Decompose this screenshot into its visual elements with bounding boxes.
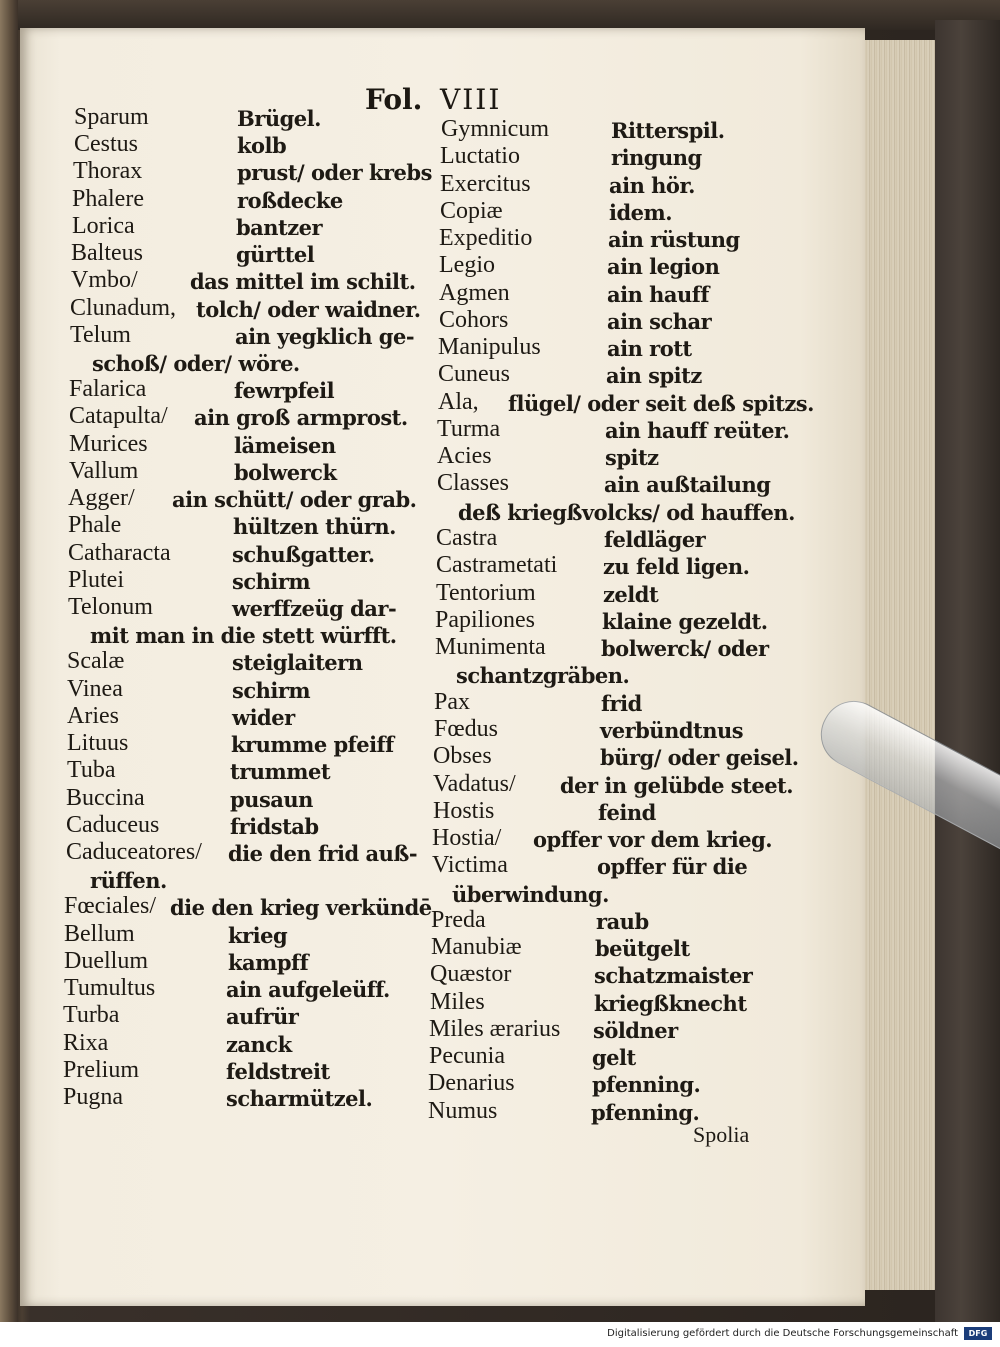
german-translation: ain hauff reüter. xyxy=(605,418,790,443)
latin-term: Scalæ xyxy=(67,648,125,674)
latin-term: Bellum xyxy=(64,921,135,947)
latin-term: Buccina xyxy=(66,785,145,811)
german-translation: ain rüstung xyxy=(608,227,740,252)
latin-term: Pecunia xyxy=(429,1043,505,1069)
latin-term: Balteus xyxy=(71,240,143,266)
german-translation: bolwerck/ oder xyxy=(601,636,769,661)
german-translation: aufrür xyxy=(226,1004,299,1029)
german-translation: ain schar xyxy=(607,309,712,334)
german-translation: deß kriegßvolcks/ od hauffen. xyxy=(458,500,795,525)
latin-term: Expeditio xyxy=(439,225,533,251)
german-translation: ain aufgeleüff. xyxy=(226,977,390,1002)
latin-term: Lorica xyxy=(72,213,135,239)
german-translation: frid xyxy=(601,691,642,716)
book-spine xyxy=(0,0,18,1322)
latin-term: Manubiæ xyxy=(431,934,522,960)
latin-term: Telum xyxy=(70,322,131,348)
german-translation: scharmützel. xyxy=(226,1086,373,1111)
german-translation: bolwerck xyxy=(234,460,337,485)
latin-term: Cuneus xyxy=(438,361,510,387)
latin-term: Pugna xyxy=(63,1084,123,1110)
latin-term: Rixa xyxy=(63,1030,109,1056)
german-translation: zeldt xyxy=(603,582,659,607)
german-translation: idem. xyxy=(609,200,673,225)
german-translation: schirm xyxy=(232,569,311,594)
latin-term: Exercitus xyxy=(440,171,531,197)
latin-term: Gymnicum xyxy=(441,116,549,142)
latin-term: Legio xyxy=(439,252,495,278)
latin-term: Telonum xyxy=(68,594,153,620)
footer-bar xyxy=(0,1322,1000,1347)
latin-term: Luctatio xyxy=(440,143,520,169)
german-translation: pfenning. xyxy=(592,1072,701,1097)
latin-term: Caduceatores/ xyxy=(66,839,202,865)
german-translation: fewrpfeil xyxy=(234,378,335,403)
german-translation: Ritterspil. xyxy=(611,118,725,143)
german-translation: Brügel. xyxy=(237,106,321,131)
german-translation: schußgatter. xyxy=(232,542,375,567)
german-translation: feind xyxy=(598,800,656,825)
latin-term: Agger/ xyxy=(68,485,135,511)
latin-term: Numus xyxy=(428,1098,498,1124)
latin-term: Catapulta/ xyxy=(69,403,168,429)
latin-term: Copiæ xyxy=(440,198,503,224)
german-translation: ain schütt/ oder grab. xyxy=(172,487,417,512)
book-cover-top xyxy=(0,0,1000,30)
latin-term: Agmen xyxy=(439,280,510,306)
latin-term: Phale xyxy=(68,512,122,538)
german-translation: raub xyxy=(596,909,649,934)
german-translation: hültzen thürn. xyxy=(233,514,396,539)
german-translation: schatzmaister xyxy=(594,963,753,988)
german-translation: schoß/ oder/ wöre. xyxy=(92,351,300,376)
german-translation: das mittel im schilt. xyxy=(190,269,416,294)
german-translation: bantzer xyxy=(236,215,323,240)
german-translation: rüffen. xyxy=(90,868,167,893)
latin-term: Castra xyxy=(436,525,498,551)
german-translation: flügel/ oder seit deß spitzs. xyxy=(508,391,814,416)
latin-term: Cohors xyxy=(439,307,509,333)
latin-term: Vallum xyxy=(69,458,139,484)
german-translation: schirm xyxy=(232,678,311,703)
german-translation: kolb xyxy=(237,133,287,158)
latin-term: Pax xyxy=(434,689,470,715)
latin-term: Clunadum, xyxy=(70,295,176,321)
german-translation: überwindung. xyxy=(452,882,609,907)
german-translation: wider xyxy=(232,705,295,730)
funding-credit: Digitalisierung gefördert durch die Deutsche Forschungsgemeinschaft xyxy=(607,1328,958,1339)
catchword: Spolia xyxy=(693,1122,750,1147)
latin-term: Tentorium xyxy=(436,580,536,606)
german-translation: die den krieg verkündē xyxy=(170,895,432,920)
latin-term: Hostia/ xyxy=(432,825,502,851)
latin-term: Tuba xyxy=(67,757,116,783)
german-translation: krieg xyxy=(228,923,288,948)
latin-term: Miles ærarius xyxy=(429,1016,561,1042)
page-stack-edge xyxy=(860,40,940,1290)
latin-term: Turma xyxy=(437,416,501,442)
german-translation: opffer vor dem krieg. xyxy=(533,827,773,852)
german-translation: ain groß armprost. xyxy=(194,405,408,430)
german-translation: werffzeüg dar- xyxy=(232,596,397,621)
german-translation: krumme pfeiff xyxy=(231,732,394,757)
folio-label: Fol. xyxy=(365,83,423,116)
latin-term: Cestus xyxy=(74,131,139,157)
german-translation: tolch/ oder waidner. xyxy=(196,297,421,322)
latin-term: Denarius xyxy=(428,1070,515,1096)
german-translation: roßdecke xyxy=(237,188,343,213)
german-translation: verbündtnus xyxy=(600,718,744,743)
latin-term: Miles xyxy=(430,989,485,1015)
latin-term: Duellum xyxy=(64,948,148,974)
latin-term: Preda xyxy=(431,907,486,933)
latin-term: Plutei xyxy=(68,567,125,593)
german-translation: zu feld ligen. xyxy=(603,554,750,579)
german-translation: feldstreit xyxy=(226,1059,330,1084)
dfg-logo: DFG xyxy=(964,1327,992,1340)
latin-term: Murices xyxy=(69,431,148,457)
german-translation: söldner xyxy=(593,1018,678,1043)
latin-term: Lituus xyxy=(67,730,129,756)
latin-term: Quæstor xyxy=(430,961,512,987)
german-translation: ain hör. xyxy=(609,173,695,198)
german-translation: pfenning. xyxy=(591,1100,700,1125)
german-translation: klaine gezeldt. xyxy=(602,609,768,634)
latin-term: Classes xyxy=(437,470,509,496)
german-translation: feldläger xyxy=(604,527,706,552)
book-cover-right xyxy=(935,20,1000,1322)
german-translation: trummet xyxy=(230,759,331,784)
german-translation: steiglaitern xyxy=(232,650,363,675)
latin-term: Falarica xyxy=(69,376,147,402)
german-translation: gelt xyxy=(592,1045,636,1070)
german-translation: mit man in die stett würfft. xyxy=(90,623,397,648)
latin-term: Vmbo/ xyxy=(71,267,138,293)
latin-term: Tumultus xyxy=(64,975,156,1001)
latin-term: Ala, xyxy=(438,389,479,415)
latin-term: Obses xyxy=(433,743,492,769)
german-translation: spitz xyxy=(605,445,659,470)
german-translation: ringung xyxy=(611,145,702,170)
latin-term: Turba xyxy=(63,1002,120,1028)
latin-term: Papiliones xyxy=(435,607,535,633)
latin-term: Fœciales/ xyxy=(64,893,156,919)
german-translation: ain spitz xyxy=(606,363,702,388)
latin-term: Prelium xyxy=(63,1057,139,1083)
german-translation: ain rott xyxy=(607,336,692,361)
german-translation: ain außtailung xyxy=(604,472,771,497)
german-translation: lämeisen xyxy=(234,433,336,458)
german-translation: der in gelübde steet. xyxy=(560,773,794,798)
latin-term: Acies xyxy=(437,443,492,469)
latin-term: Castrametati xyxy=(436,552,558,578)
german-translation: ain hauff xyxy=(607,282,709,307)
german-translation: gürttel xyxy=(236,242,315,267)
latin-term: Phalere xyxy=(72,186,144,212)
latin-term: Sparum xyxy=(74,104,149,130)
latin-term: Vinea xyxy=(67,676,123,702)
german-translation: prust/ oder krebs xyxy=(237,160,432,185)
latin-term: Vadatus/ xyxy=(433,771,516,797)
latin-term: Fœdus xyxy=(434,716,499,742)
german-translation: opffer für die xyxy=(597,854,748,879)
german-translation: zanck xyxy=(226,1032,292,1057)
latin-term: Munimenta xyxy=(435,634,546,660)
latin-term: Manipulus xyxy=(438,334,541,360)
latin-term: Thorax xyxy=(73,158,143,184)
german-translation: fridstab xyxy=(230,814,319,839)
german-translation: ain legion xyxy=(607,254,720,279)
folio-number: VIII xyxy=(440,83,502,116)
latin-term: Aries xyxy=(67,703,119,729)
german-translation: bürg/ oder geisel. xyxy=(600,745,799,770)
german-translation: beütgelt xyxy=(595,936,690,961)
german-translation: kampff xyxy=(228,950,309,975)
latin-term: Victima xyxy=(432,852,508,878)
latin-term: Caduceus xyxy=(66,812,160,838)
german-translation: ain yegklich ge- xyxy=(235,324,415,349)
latin-term: Catharacta xyxy=(68,540,171,566)
german-translation: pusaun xyxy=(230,787,313,812)
latin-term: Hostis xyxy=(433,798,495,824)
german-translation: kriegßknecht xyxy=(594,991,747,1016)
german-translation: die den frid auß- xyxy=(228,841,418,866)
german-translation: schantzgräben. xyxy=(456,663,630,688)
